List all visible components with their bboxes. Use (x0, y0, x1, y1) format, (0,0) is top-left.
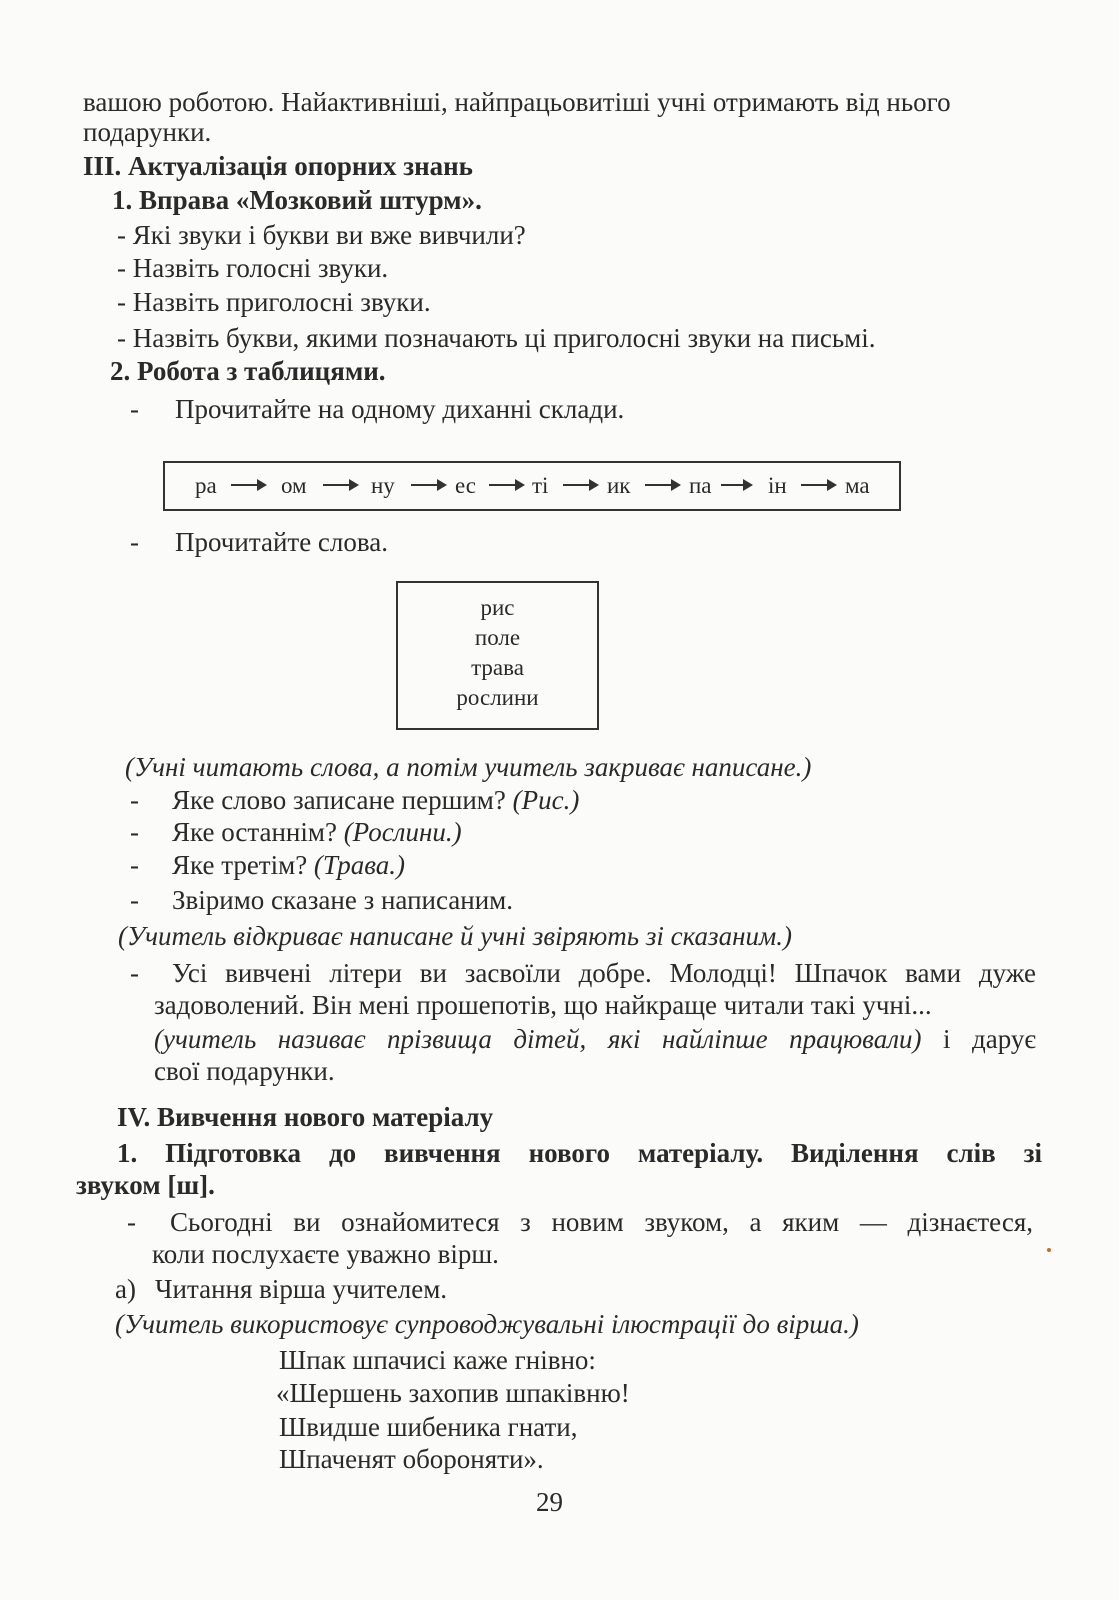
answer-text: (Рослини.) (343, 817, 462, 847)
words-prompt: Прочитайте слова. (175, 527, 389, 557)
question-item: - Назвіть букви, якими позначають ці приголосні звуки на письмі. (117, 323, 876, 353)
word-item: трава (471, 655, 524, 680)
subsection-1-title: 1. Підготовка до вивчення нового матеріалу. Виділення слів зі (117, 1138, 1042, 1168)
words-table (396, 581, 599, 730)
poem-line: Шпаченят обороняти». (279, 1444, 544, 1474)
page-number: 29 (536, 1487, 563, 1517)
question-text: Яке слово записане першим? (172, 785, 506, 815)
dash-bullet: - (130, 785, 139, 815)
qa-item (172, 784, 579, 816)
dash-bullet: - (127, 1207, 136, 1237)
question-text: Яке останнім? (172, 817, 337, 847)
syllables-prompt: Прочитайте на одному диханні склади. (175, 394, 625, 424)
praise-line-4: свої подарунки. (154, 1056, 335, 1086)
arrow-right-icon (721, 484, 751, 486)
arrow-right-icon (489, 484, 523, 486)
exercise-2-title: 2. Робота з таблицями. (110, 356, 386, 386)
section-4-heading: IV. Вивчення нового матеріалу (117, 1102, 494, 1132)
arrow-right-icon (801, 484, 835, 486)
arrow-right-icon (323, 484, 357, 486)
arrow-right-icon (231, 484, 265, 486)
dash-bullet: - (130, 885, 139, 915)
praise-line-1: Усі вивчені літери ви засвоїли добре. Молодці! Шпачок вами дуже (172, 958, 1036, 988)
teacher-note: (Учитель використовує супроводжувальні ілюстрації до вірша.) (115, 1309, 859, 1339)
poem-line: Швидше шибеника гнати, (279, 1412, 578, 1442)
intro-text-line-2: коли послухаєте уважно вірш. (152, 1239, 499, 1269)
dash-bullet: - (130, 850, 139, 880)
praise-line-3 (154, 1023, 1036, 1055)
syllable: ін (768, 473, 787, 498)
syllable: па (689, 473, 712, 498)
arrow-right-icon (645, 484, 679, 486)
syllable: ма (845, 473, 870, 498)
poem-line: Шпак шпачисі каже гнівно: (279, 1345, 596, 1375)
intro-line-1: вашою роботою. Найактивніші, найпрацьовитіші учні отримають від нього (83, 87, 951, 117)
word-item: рис (480, 595, 515, 620)
step-text: Читання вірша учителем. (155, 1274, 448, 1304)
answer-text: (Трава.) (313, 850, 406, 880)
syllable: ті (532, 473, 549, 498)
subsection-1-title-cont: звуком [ш]. (76, 1170, 215, 1200)
praise-text: і дарує (921, 1024, 1036, 1054)
syllable: ес (455, 473, 476, 498)
teacher-note: (Учитель відкриває написане й учні звіряють зі сказаним.) (118, 921, 792, 951)
dash-bullet: - (130, 958, 139, 988)
poem-line: «Шершень захопив шпаківню! (276, 1378, 630, 1408)
qa-item (172, 849, 405, 881)
praise-line-2: задоволений. Він мені прошепотів, що найкраще читали такі учні... (154, 990, 932, 1020)
syllable: ик (607, 473, 631, 498)
word-item: рослини (456, 685, 539, 710)
teacher-note: (Учні читають слова, а потім учитель закриває написане.) (125, 752, 812, 782)
arrow-right-icon (411, 484, 445, 486)
qa-item (172, 816, 462, 848)
ink-speck (1047, 1248, 1051, 1252)
intro-text-line-1: Сьогодні ви ознайомитеся з новим звуком, а яким — дізнаєтеся, (170, 1207, 1033, 1237)
check-text: Звіримо сказане з написаним. (172, 885, 513, 915)
dash-bullet: - (130, 394, 139, 424)
syllable: ну (371, 473, 395, 498)
question-item: - Назвіть приголосні звуки. (117, 287, 431, 317)
syllables-table (163, 461, 901, 511)
word-item: поле (474, 625, 521, 650)
answer-text: (Рис.) (512, 785, 580, 815)
question-text: Яке третім? (172, 850, 308, 880)
dash-bullet: - (130, 817, 139, 847)
question-item: - Назвіть голосні звуки. (117, 253, 389, 283)
arrow-right-icon (563, 484, 597, 486)
question-item: - Які звуки і букви ви вже вивчили? (117, 220, 526, 250)
syllable: ом (281, 473, 307, 498)
intro-line-2: подарунки. (83, 117, 212, 147)
step-label: а) (115, 1274, 136, 1304)
syllable: ра (195, 473, 217, 498)
dash-bullet: - (130, 527, 139, 557)
teacher-note-inline: (учитель називає прізвища дітей, які найліпше працювали) (154, 1024, 922, 1054)
section-3-heading: ІІІ. Актуалізація опорних знань (83, 151, 473, 181)
exercise-1-title: 1. Вправа «Мозковий штурм». (112, 185, 482, 215)
